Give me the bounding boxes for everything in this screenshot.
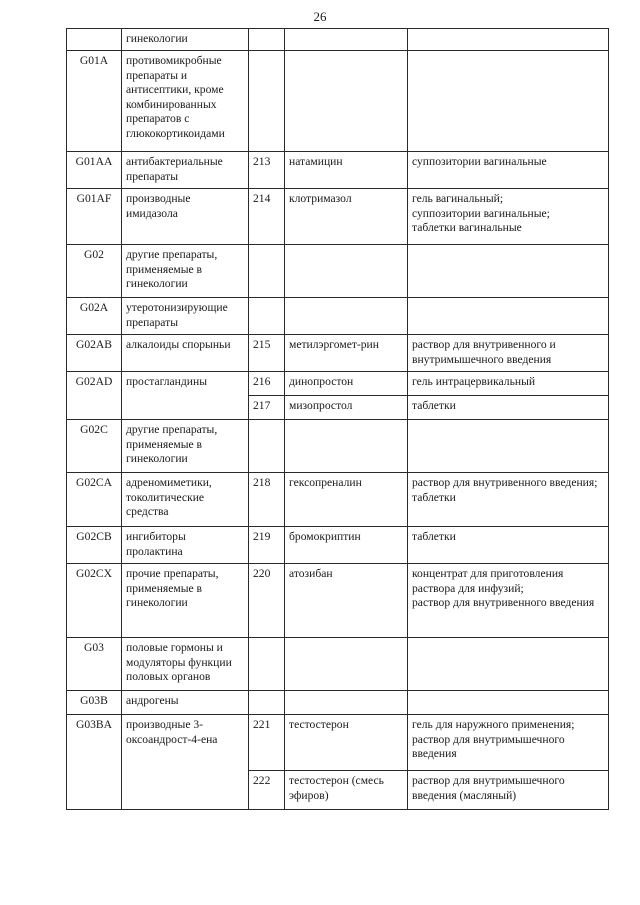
substance-cell: тестостерон [285, 715, 408, 771]
item-number-cell [249, 298, 285, 335]
dosage-form-cell: раствор для внутривенного введения; таблетки [408, 473, 609, 527]
item-number-cell [249, 420, 285, 473]
table-row [67, 152, 609, 189]
dosage-form-cell: гель вагинальный; суппозитории вагинальные; таблетки вагинальные [408, 189, 609, 245]
table-row [67, 335, 609, 372]
atc-code-cell: G02AD [67, 372, 122, 420]
group-name-cell: половые гормоны и модуляторы функции половых органов [122, 638, 249, 691]
atc-code-cell: G02AB [67, 335, 122, 372]
substance-cell: атозибан [285, 564, 408, 638]
atc-code-cell: G02CB [67, 527, 122, 564]
atc-code-cell: G02C [67, 420, 122, 473]
item-number-cell [249, 691, 285, 715]
substance-cell [285, 691, 408, 715]
table-row [67, 245, 609, 298]
substance-cell: бромокриптин [285, 527, 408, 564]
group-name-cell: ингибиторы пролактина [122, 527, 249, 564]
atc-code-cell: G01A [67, 51, 122, 152]
item-number-cell: 216 [249, 372, 285, 396]
dosage-form-cell: раствор для внутримышечного введения (масляный) [408, 771, 609, 810]
atc-code-cell: G03BA [67, 715, 122, 810]
substance-cell [285, 298, 408, 335]
substance-cell: гексопреналин [285, 473, 408, 527]
dosage-form-cell: таблетки [408, 527, 609, 564]
item-number-cell: 219 [249, 527, 285, 564]
table-row [67, 189, 609, 245]
atc-code-cell: G02CX [67, 564, 122, 638]
page-number: 26 [313, 9, 327, 24]
table-row [67, 51, 609, 152]
atc-code-cell: G03 [67, 638, 122, 691]
item-number-cell: 217 [249, 396, 285, 420]
dosage-form-cell [408, 691, 609, 715]
group-name-cell: андрогены [122, 691, 249, 715]
table-row [67, 298, 609, 335]
substance-cell: клотримазол [285, 189, 408, 245]
substance-cell [285, 245, 408, 298]
item-number-cell [249, 29, 285, 51]
atc-code-cell: G03B [67, 691, 122, 715]
substance-cell [285, 638, 408, 691]
item-number-cell: 215 [249, 335, 285, 372]
substance-cell [285, 420, 408, 473]
group-name-cell: производные 3-оксоандрост-4-ена [122, 715, 249, 810]
dosage-form-cell [408, 420, 609, 473]
atc-code-cell [67, 29, 122, 51]
group-name-cell: адреномиметики, токолитические средства [122, 473, 249, 527]
dosage-form-cell [408, 51, 609, 152]
table-row [67, 420, 609, 473]
item-number-cell: 220 [249, 564, 285, 638]
table-row [67, 715, 609, 771]
group-name-cell: гинекологии [122, 29, 249, 51]
group-name-cell: антибактериальные препараты [122, 152, 249, 189]
dosage-form-cell [408, 29, 609, 51]
group-name-cell: противомикробные препараты и антисептики, кроме комбинированных препаратов с глюкокортикоидами [122, 51, 249, 152]
table-row [67, 691, 609, 715]
dosage-form-cell: гель для наружного применения; раствор для внутримышечного введения [408, 715, 609, 771]
atc-code-cell: G02 [67, 245, 122, 298]
group-name-cell: алкалоиды спорыньи [122, 335, 249, 372]
item-number-cell: 214 [249, 189, 285, 245]
medicines-table [66, 28, 609, 810]
substance-cell [285, 29, 408, 51]
dosage-form-cell [408, 638, 609, 691]
table-row [67, 473, 609, 527]
atc-code-cell: G02A [67, 298, 122, 335]
group-name-cell: прочие препараты, применяемые в гинекологии [122, 564, 249, 638]
group-name-cell: утеротонизирующие препараты [122, 298, 249, 335]
group-name-cell: простагландины [122, 372, 249, 420]
dosage-form-cell [408, 298, 609, 335]
item-number-cell: 213 [249, 152, 285, 189]
item-number-cell: 221 [249, 715, 285, 771]
table-row [67, 527, 609, 564]
dosage-form-cell: суппозитории вагинальные [408, 152, 609, 189]
substance-cell: тестостерон (смесь эфиров) [285, 771, 408, 810]
table-row [67, 29, 609, 51]
item-number-cell: 218 [249, 473, 285, 527]
substance-cell: динопростон [285, 372, 408, 396]
table-row [67, 372, 609, 396]
group-name-cell: другие препараты, применяемые в гинекологии [122, 245, 249, 298]
group-name-cell: производные имидазола [122, 189, 249, 245]
dosage-form-cell [408, 245, 609, 298]
table-row [67, 638, 609, 691]
table-row [67, 564, 609, 638]
atc-code-cell: G01AF [67, 189, 122, 245]
atc-code-cell: G01AA [67, 152, 122, 189]
substance-cell: натамицин [285, 152, 408, 189]
dosage-form-cell: таблетки [408, 396, 609, 420]
substance-cell [285, 51, 408, 152]
substance-cell: метилэргомет-рин [285, 335, 408, 372]
dosage-form-cell: раствор для внутривенного и внутримышечного введения [408, 335, 609, 372]
item-number-cell [249, 51, 285, 152]
item-number-cell: 222 [249, 771, 285, 810]
dosage-form-cell: гель интрацервикальный [408, 372, 609, 396]
dosage-form-cell: концентрат для приготовления раствора для инфузий; раствор для внутривенного введения [408, 564, 609, 638]
group-name-cell: другие препараты, применяемые в гинекологии [122, 420, 249, 473]
item-number-cell [249, 638, 285, 691]
substance-cell: мизопростол [285, 396, 408, 420]
atc-code-cell: G02CA [67, 473, 122, 527]
item-number-cell [249, 245, 285, 298]
